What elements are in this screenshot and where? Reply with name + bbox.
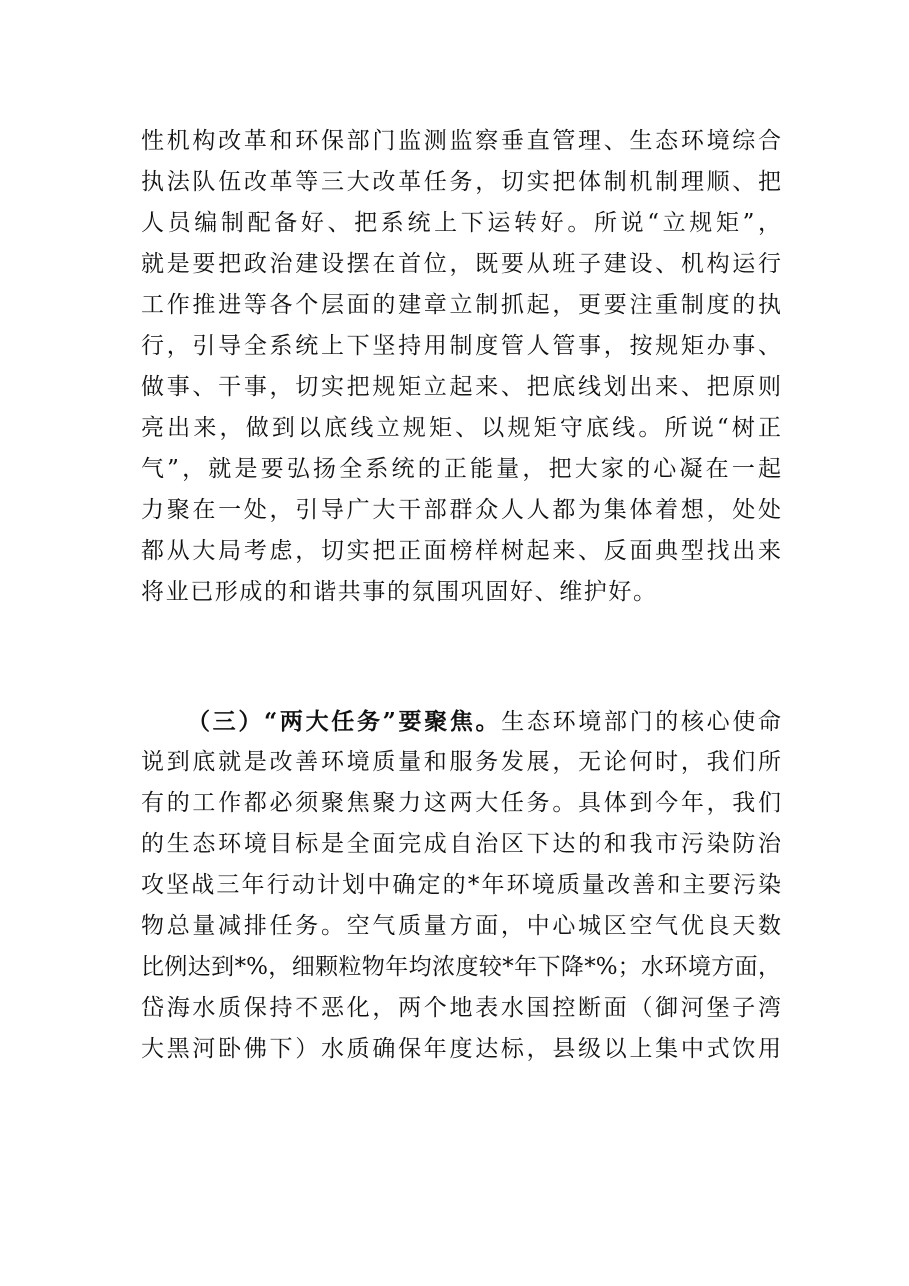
paragraph-first-line [141, 701, 781, 742]
paragraph-1 [141, 121, 781, 613]
text-line: 说到底就是改善环境质量和服务发展，无论何时，我们所 [141, 749, 781, 775]
text-line: 气”，就是要弘扬全系统的正能量，把大家的心凝在一起 [141, 456, 781, 482]
text-line: 大黑河卧佛下）水质确保年度达标，县级以上集中式饮用 [141, 1036, 781, 1062]
text-line: 亮出来，做到以底线立规矩、以规矩守底线。所说“树正 [141, 415, 781, 441]
paragraph-2 [141, 701, 781, 1070]
text-line: 工作推进等各个层面的建章立制抓起，更要注重制度的执 [141, 292, 781, 318]
text-line: 执法队伍改革等三大改革任务，切实把体制机制理顺、把 [141, 169, 781, 195]
text-line: 物总量减排任务。空气质量方面，中心城区空气优良天数 [141, 913, 781, 939]
text-line: 将业已形成的和谐共事的氛围巩固好、维护好。 [141, 579, 658, 605]
text-line: 都从大局考虑，切实把正面榜样树起来、反面典型找出来 [141, 538, 781, 564]
heading-continuation: 生态环境部门的核心使命 [501, 709, 782, 735]
text-line: 就是要把政治建设摆在首位，既要从班子建设、机构运行 [141, 251, 781, 277]
section-heading: （三）“两大任务”要聚焦。 [187, 708, 502, 735]
text-line: 攻坚战三年行动计划中确定的*年环境质量改善和主要污染 [141, 872, 781, 898]
text-line: 力聚在一处，引导广大干部群众人人都为集体着想，处处 [141, 497, 781, 523]
text-line: 比例达到*%，细颗粒物年均浓度较*年下降*%；水环境方面， [141, 954, 781, 980]
text-line: 做事、干事，切实把规矩立起来、把底线划出来、把原则 [141, 374, 781, 400]
text-line: 岱海水质保持不恶化，两个地表水国控断面（御河堡子湾 [141, 995, 781, 1021]
text-line: 性机构改革和环保部门监测监察垂直管理、生态环境综合 [141, 128, 781, 154]
text-line: 有的工作都必须聚焦聚力这两大任务。具体到今年，我们 [141, 790, 781, 816]
text-line: 的生态环境目标是全面完成自治区下达的和我市污染防治 [141, 831, 781, 857]
text-line: 人员编制配备好、把系统上下运转好。所说“立规矩”， [141, 210, 781, 236]
text-line: 行，引导全系统上下坚持用制度管人管事，按规矩办事、 [141, 333, 781, 359]
